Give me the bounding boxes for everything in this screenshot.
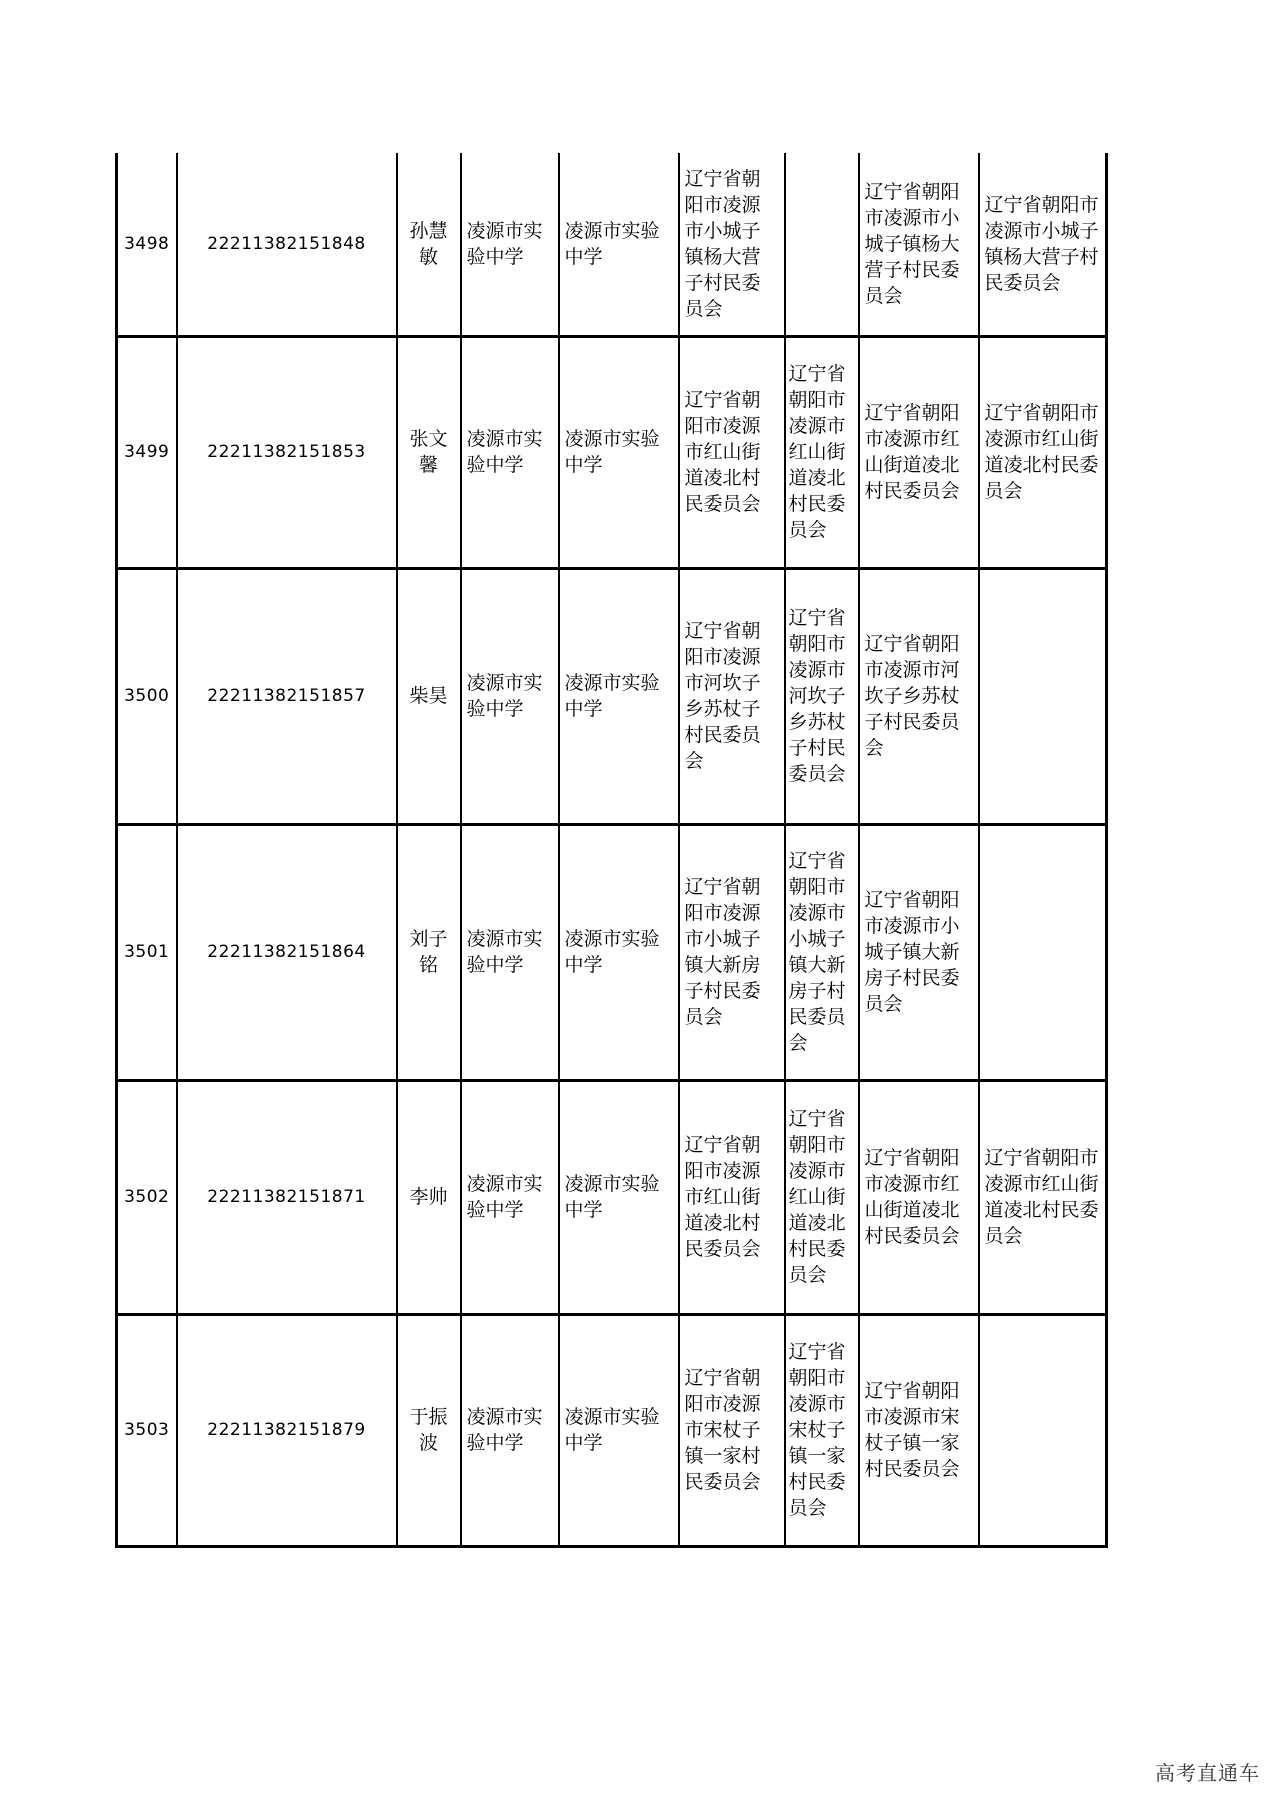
address-cell-4: [979, 824, 1107, 1080]
seq-cell: 3498: [117, 153, 177, 336]
address-cell-4: 辽宁省朝阳市凌源市红山街道凌北村民委员会: [979, 1080, 1107, 1314]
address-cell-1: 辽宁省朝阳市凌源市红山街道凌北村民委员会: [679, 336, 785, 568]
seq-cell: 3499: [117, 336, 177, 568]
name-cell: 于振波: [397, 1314, 461, 1546]
address-cell-3: 辽宁省朝阳市凌源市红山街道凌北村民委员会: [859, 336, 979, 568]
address-cell-3: 辽宁省朝阳市凌源市宋杖子镇一家村民委员会: [859, 1314, 979, 1546]
address-cell-2: 辽宁省朝阳市凌源市小城子镇大新房子村民委员会: [785, 824, 859, 1080]
school-cell: 凌源市实验中学: [461, 568, 559, 824]
table-row: [117, 824, 1107, 1080]
address-cell-1: 辽宁省朝阳市凌源市小城子镇杨大营子村民委员会: [679, 153, 785, 336]
address-cell-2: 辽宁省朝阳市凌源市红山街道凌北村民委员会: [785, 336, 859, 568]
school-cell: 凌源市实验中学: [461, 1314, 559, 1546]
seq-cell: 3500: [117, 568, 177, 824]
id-cell: 22211382151879: [177, 1314, 397, 1546]
address-cell-2: 辽宁省朝阳市凌源市红山街道凌北村民委员会: [785, 1080, 859, 1314]
address-cell-1: 辽宁省朝阳市凌源市宋杖子镇一家村民委员会: [679, 1314, 785, 1546]
address-cell-4: [979, 1314, 1107, 1546]
school2-cell: 凌源市实验中学: [559, 824, 679, 1080]
school2-cell: 凌源市实验中学: [559, 1314, 679, 1546]
student-table: [115, 153, 1108, 1548]
name-cell: 孙慧敏: [397, 153, 461, 336]
address-cell-1: 辽宁省朝阳市凌源市红山街道凌北村民委员会: [679, 1080, 785, 1314]
table-row: [117, 153, 1107, 336]
name-cell: 柴昊: [397, 568, 461, 824]
address-cell-3: 辽宁省朝阳市凌源市小城子镇杨大营子村民委员会: [859, 153, 979, 336]
address-cell-2: [785, 153, 859, 336]
address-cell-4: 辽宁省朝阳市凌源市红山街道凌北村民委员会: [979, 336, 1107, 568]
seq-cell: 3502: [117, 1080, 177, 1314]
name-cell: 张文馨: [397, 336, 461, 568]
student-table-wrapper: [115, 153, 1108, 1548]
seq-cell: 3503: [117, 1314, 177, 1546]
address-cell-3: 辽宁省朝阳市凌源市河坎子乡苏杖子村民委员会: [859, 568, 979, 824]
seq-cell: 3501: [117, 824, 177, 1080]
address-cell-2: 辽宁省朝阳市凌源市宋杖子镇一家村民委员会: [785, 1314, 859, 1546]
address-cell-1: 辽宁省朝阳市凌源市河坎子乡苏杖子村民委员会: [679, 568, 785, 824]
table-row: [117, 568, 1107, 824]
footer-watermark: 高考直通车: [1155, 1761, 1260, 1785]
school-cell: 凌源市实验中学: [461, 1080, 559, 1314]
school-cell: 凌源市实验中学: [461, 336, 559, 568]
address-cell-3: 辽宁省朝阳市凌源市小城子镇大新房子村民委员会: [859, 824, 979, 1080]
address-cell-1: 辽宁省朝阳市凌源市小城子镇大新房子村民委员会: [679, 824, 785, 1080]
address-cell-4: 辽宁省朝阳市凌源市小城子镇杨大营子村民委员会: [979, 153, 1107, 336]
address-cell-3: 辽宁省朝阳市凌源市红山街道凌北村民委员会: [859, 1080, 979, 1314]
id-cell: 22211382151871: [177, 1080, 397, 1314]
id-cell: 22211382151857: [177, 568, 397, 824]
id-cell: 22211382151848: [177, 153, 397, 336]
table-row: [117, 1080, 1107, 1314]
address-cell-2: 辽宁省朝阳市凌源市河坎子乡苏杖子村民委员会: [785, 568, 859, 824]
id-cell: 22211382151864: [177, 824, 397, 1080]
table-row: [117, 1314, 1107, 1546]
school2-cell: 凌源市实验中学: [559, 1080, 679, 1314]
name-cell: 刘子铭: [397, 824, 461, 1080]
school-cell: 凌源市实验中学: [461, 153, 559, 336]
school2-cell: 凌源市实验中学: [559, 153, 679, 336]
table-row: [117, 336, 1107, 568]
school2-cell: 凌源市实验中学: [559, 568, 679, 824]
school2-cell: 凌源市实验中学: [559, 336, 679, 568]
name-cell: 李帅: [397, 1080, 461, 1314]
address-cell-4: [979, 568, 1107, 824]
id-cell: 22211382151853: [177, 336, 397, 568]
school-cell: 凌源市实验中学: [461, 824, 559, 1080]
